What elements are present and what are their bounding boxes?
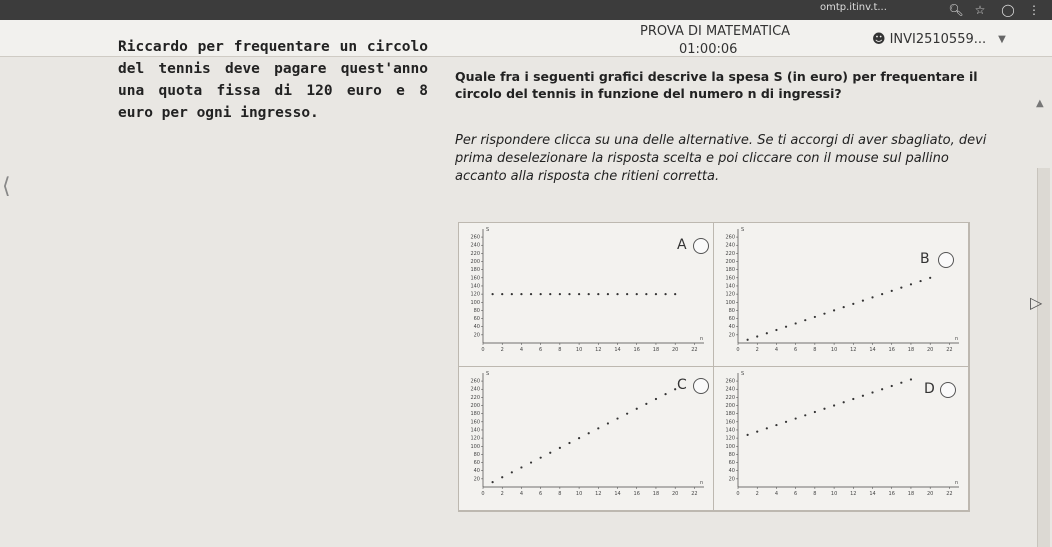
data-point [664,293,666,295]
y-tick-label: 60 [728,316,735,323]
y-tick-label: 100 [725,299,735,306]
data-point [871,391,873,393]
y-tick-label: 140 [470,427,480,434]
y-tick-label: 80 [473,307,480,314]
x-tick-label: 0 [736,347,740,353]
y-tick-label: 160 [470,275,480,282]
x-tick-label: 12 [850,347,857,353]
data-point [607,293,609,295]
y-tick-label: 100 [470,443,480,450]
data-point [520,293,522,295]
data-point [540,293,542,295]
y-tick-label: 220 [470,394,480,401]
y-tick-label: 160 [725,275,735,282]
x-tick-label: 4 [519,491,524,497]
chart-a [459,223,714,367]
option-a-radio[interactable] [693,238,709,254]
x-tick-label: 20 [926,347,934,353]
y-tick-label: 140 [470,283,480,290]
zoom-icon[interactable]: 🔍︎ [948,3,964,17]
y-tick-label: 240 [725,242,735,249]
x-tick-label: 18 [652,491,660,497]
x-tick-label: 22 [946,347,953,353]
user-menu[interactable] [872,32,1006,47]
x-tick-label: 20 [671,347,679,353]
x-tick-label: 4 [519,347,524,353]
data-point [597,293,599,295]
y-tick-label: 120 [725,291,735,298]
instruction-text: Per rispondere clicca su una delle alternative. Se ti accorgi di aver sbagliato, devi prima deselezionare la risposta scelta e poi cliccare con il mouse sul pallino accanto alla risposta che ritieni corretta. [455,133,987,184]
y-tick-label: 120 [470,435,480,442]
data-point [549,452,551,454]
x-tick-label: 2 [755,491,759,497]
data-point [520,466,522,468]
data-point [492,293,494,295]
option-d-label: D [924,381,935,397]
data-point [871,296,873,298]
data-point [910,283,912,285]
y-tick-label: 20 [728,476,735,483]
x-tick-label: 16 [888,347,895,353]
data-point [626,413,628,415]
data-point [664,393,666,395]
y-tick-label: 20 [473,476,480,483]
option-c-label: C [677,377,687,393]
option-d-cell [714,367,969,511]
y-tick-label: 200 [725,403,735,410]
data-point [919,280,921,282]
data-point [795,417,797,419]
y-tick-label: 160 [725,419,735,426]
chevron-down-icon[interactable]: ▼ [998,34,1006,45]
data-point [578,437,580,439]
data-point [747,434,749,436]
y-tick-label: 200 [470,403,480,410]
data-point [814,316,816,318]
x-tick-label: 0 [481,347,485,353]
x-tick-label: 14 [869,491,876,497]
data-point [607,422,609,424]
option-c-cell [459,367,714,511]
user-id: INVI2510559... [889,32,987,47]
data-point [852,398,854,400]
data-point [900,286,902,288]
x-tick-label: 8 [558,491,562,497]
data-point [501,293,503,295]
data-point [862,300,864,302]
y-tick-label: 100 [725,443,735,450]
y-tick-label: 220 [725,394,735,401]
data-point [616,293,618,295]
x-tick-label: 10 [575,347,583,353]
data-point [833,404,835,406]
x-tick-label: 16 [633,347,640,353]
option-a-label: A [677,237,687,253]
x-tick-label: 14 [614,491,621,497]
data-point [795,322,797,324]
data-point [511,293,513,295]
x-tick-label: 22 [691,347,698,353]
x-tick-label: 8 [813,347,817,353]
x-tick-label: 12 [850,491,857,497]
option-a-cell [459,223,714,367]
y-axis-label: S [486,371,490,377]
x-axis-label: n [955,336,959,342]
data-point [852,303,854,305]
data-point [645,293,647,295]
collapse-arrow-icon[interactable]: ▲ [1036,98,1044,109]
data-point [655,293,657,295]
data-point [540,457,542,459]
y-tick-label: 40 [473,324,480,331]
y-tick-label: 200 [725,259,735,266]
data-point [511,471,513,473]
y-tick-label: 200 [470,259,480,266]
x-tick-label: 20 [926,491,934,497]
y-tick-label: 220 [725,250,735,257]
y-tick-label: 60 [473,316,480,323]
data-point [588,432,590,434]
data-point [588,293,590,295]
x-tick-label: 6 [794,347,798,353]
data-point [823,408,825,410]
data-point [756,335,758,337]
data-point [900,382,902,384]
y-axis-label: S [741,371,745,377]
x-tick-label: 2 [500,491,504,497]
y-tick-label: 260 [725,378,735,385]
data-point [823,313,825,315]
x-axis-label: n [700,336,704,342]
data-point [559,447,561,449]
y-tick-label: 240 [470,242,480,249]
x-tick-label: 10 [830,491,838,497]
question-text: Quale fra i seguenti grafici descrive la spesa S (in euro) per frequentare il circolo del tennis in funzione del numero n di ingressi? [455,69,978,101]
option-b-radio[interactable] [938,252,954,268]
data-point [568,442,570,444]
x-tick-label: 0 [736,491,740,497]
option-b-cell [714,223,969,367]
exam-timer: 01:00:06 [679,42,738,57]
answer-options-grid [458,222,970,512]
x-tick-label: 20 [671,491,679,497]
y-tick-label: 120 [470,291,480,298]
y-tick-label: 240 [725,386,735,393]
previous-question-arrow-icon[interactable]: ⟨ [2,174,11,199]
scrollbar[interactable] [1037,168,1050,547]
data-point [549,293,551,295]
data-point [626,293,628,295]
data-point [530,293,532,295]
data-point [597,427,599,429]
x-tick-label: 16 [633,491,640,497]
chart-c [459,367,714,511]
x-tick-label: 12 [595,347,602,353]
data-point [766,332,768,334]
data-point [881,388,883,390]
data-point [766,427,768,429]
y-tick-label: 60 [473,460,480,467]
y-tick-label: 180 [470,411,480,418]
x-tick-label: 10 [830,347,838,353]
data-point [578,293,580,295]
y-axis-label: S [486,227,490,233]
x-tick-label: 14 [869,347,876,353]
y-tick-label: 180 [470,267,480,274]
data-point [530,461,532,463]
x-tick-label: 8 [813,491,817,497]
mouse-cursor-icon: ▷ [1030,293,1043,312]
data-point [645,403,647,405]
x-tick-label: 4 [774,347,779,353]
y-tick-label: 100 [470,299,480,306]
y-tick-label: 140 [725,427,735,434]
data-point [636,408,638,410]
y-tick-label: 40 [728,324,735,331]
y-axis-label: S [741,227,745,233]
x-tick-label: 10 [575,491,583,497]
data-point [559,293,561,295]
data-point [843,401,845,403]
x-tick-label: 14 [614,347,621,353]
x-tick-label: 18 [907,491,915,497]
data-point [891,385,893,387]
data-point [814,411,816,413]
y-tick-label: 180 [725,411,735,418]
x-tick-label: 8 [558,347,562,353]
data-point [674,293,676,295]
x-tick-label: 2 [755,347,759,353]
data-point [862,395,864,397]
x-tick-label: 6 [539,347,543,353]
x-tick-label: 18 [652,347,660,353]
data-point [785,421,787,423]
data-point [655,398,657,400]
x-tick-label: 2 [500,347,504,353]
x-tick-label: 16 [888,491,895,497]
chart-b [714,223,969,367]
profile-icon[interactable]: ◯ [1001,3,1015,17]
option-d-radio[interactable] [940,382,956,398]
data-point [674,388,676,390]
y-tick-label: 160 [470,419,480,426]
y-tick-label: 80 [728,307,735,314]
y-tick-label: 260 [470,234,480,241]
problem-statement: Riccardo per frequentare un circolo del tennis deve pagare quest'anno una quota fissa di 120 euro e 8 euro per ogni ingresso. [118,39,428,121]
x-axis-label: n [700,480,704,486]
data-point [891,290,893,292]
option-b-label: B [920,251,930,267]
data-point [910,378,912,380]
data-point [785,326,787,328]
data-point [881,293,883,295]
data-point [492,481,494,483]
y-tick-label: 120 [725,435,735,442]
y-tick-label: 80 [473,451,480,458]
exam-title: PROVA DI MATEMATICA [640,24,791,39]
y-tick-label: 220 [470,250,480,257]
data-point [756,430,758,432]
data-point [929,277,931,279]
browser-toolbar [0,0,1052,20]
x-tick-label: 22 [691,491,698,497]
y-tick-label: 20 [728,332,735,339]
data-point [747,339,749,341]
y-tick-label: 240 [470,386,480,393]
y-tick-label: 40 [473,468,480,475]
x-tick-label: 4 [774,491,779,497]
data-point [833,309,835,311]
x-tick-label: 6 [794,491,798,497]
data-point [775,424,777,426]
y-tick-label: 20 [473,332,480,339]
x-tick-label: 22 [946,491,953,497]
y-tick-label: 60 [728,460,735,467]
x-tick-label: 6 [539,491,543,497]
data-point [616,417,618,419]
y-tick-label: 260 [725,234,735,241]
address-bar[interactable]: omtp.itinv.t... [820,2,887,13]
option-c-radio[interactable] [693,378,709,394]
data-point [843,306,845,308]
x-tick-label: 12 [595,491,602,497]
x-tick-label: 0 [481,491,485,497]
x-axis-label: n [955,480,959,486]
data-point [804,319,806,321]
data-point [775,329,777,331]
menu-kebab-icon[interactable]: ⋮ [1028,3,1040,17]
bookmark-star-icon[interactable]: ☆ [974,3,986,17]
data-point [804,414,806,416]
user-icon: ☻ [872,32,886,47]
y-tick-label: 40 [728,468,735,475]
data-point [568,293,570,295]
x-tick-label: 18 [907,347,915,353]
y-tick-label: 260 [470,378,480,385]
y-tick-label: 180 [725,267,735,274]
data-point [501,476,503,478]
y-tick-label: 80 [728,451,735,458]
data-point [636,293,638,295]
y-tick-label: 140 [725,283,735,290]
